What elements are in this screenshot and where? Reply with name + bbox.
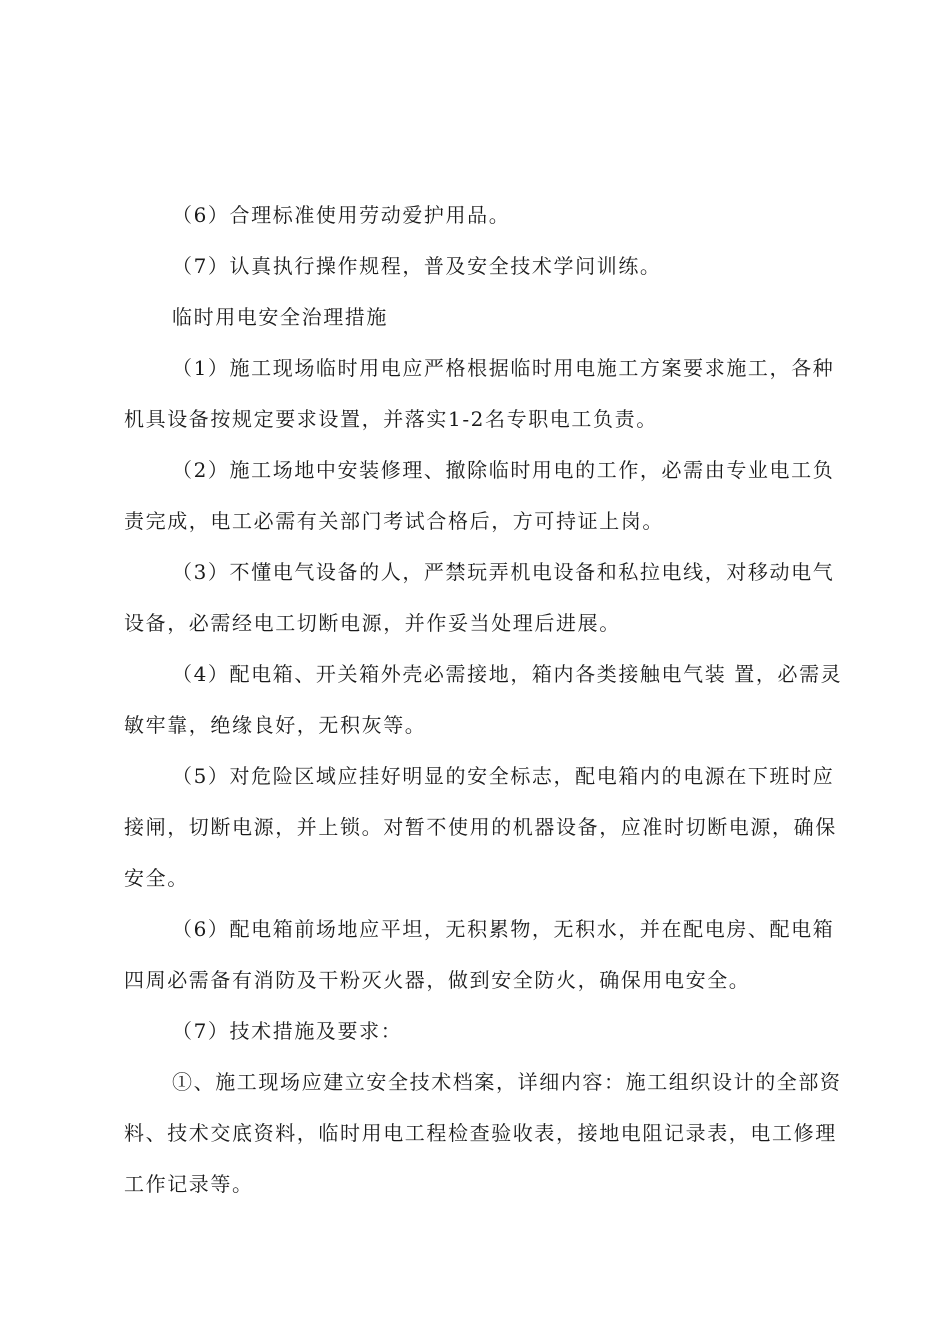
paragraph-item-6: （6）配电箱前场地应平坦，无积累物，无积水，并在配电房、配电箱四周必需备有消防及干粉灭火器，做到安全防火，确保用电安全。 bbox=[124, 917, 835, 992]
paragraph-ppe: （6）合理标准使用劳动爱护用品。 bbox=[172, 203, 511, 227]
paragraph-operating-procedures: （7）认真执行操作规程，普及安全技术学问训练。 bbox=[172, 254, 662, 278]
document-body bbox=[124, 190, 844, 1210]
paragraph-subitem-1: ①、施工现场应建立安全技术档案，详细内容：施工组织设计的全部资料、技术交底资料，临时用电工程检查验收表，接地电阻记录表，电工修理工作记录等。 bbox=[124, 1070, 842, 1196]
paragraph-item-1: （1）施工现场临时用电应严格根据临时用电施工方案要求施工，各种机具设备按规定要求设置，并落实1-2名专职电工负责。 bbox=[124, 356, 835, 431]
paragraph-item-4: （4）配电箱、开关箱外壳必需接地，箱内各类接触电气装 置，必需灵敏牢靠，绝缘良好，无积灰等。 bbox=[124, 662, 843, 737]
paragraph-item-7: （7）技术措施及要求： bbox=[172, 1019, 403, 1043]
paragraph-item-3: （3）不懂电气设备的人，严禁玩弄机电设备和私拉电线，对移动电气设备，必需经电工切断电源，并作妥当处理后进展。 bbox=[124, 560, 835, 635]
paragraph-item-5: （5）对危险区域应挂好明显的安全标志，配电箱内的电源在下班时应接闸，切断电源，并上锁。对暂不使用的机器设备，应准时切断电源，确保安全。 bbox=[124, 764, 837, 890]
paragraph-item-2: （2）施工场地中安装修理、撤除临时用电的工作，必需由专业电工负责完成，电工必需有关部门考试合格后，方可持证上岗。 bbox=[124, 458, 835, 533]
section-heading-temporary-power: 临时用电安全治理措施 bbox=[172, 305, 388, 329]
